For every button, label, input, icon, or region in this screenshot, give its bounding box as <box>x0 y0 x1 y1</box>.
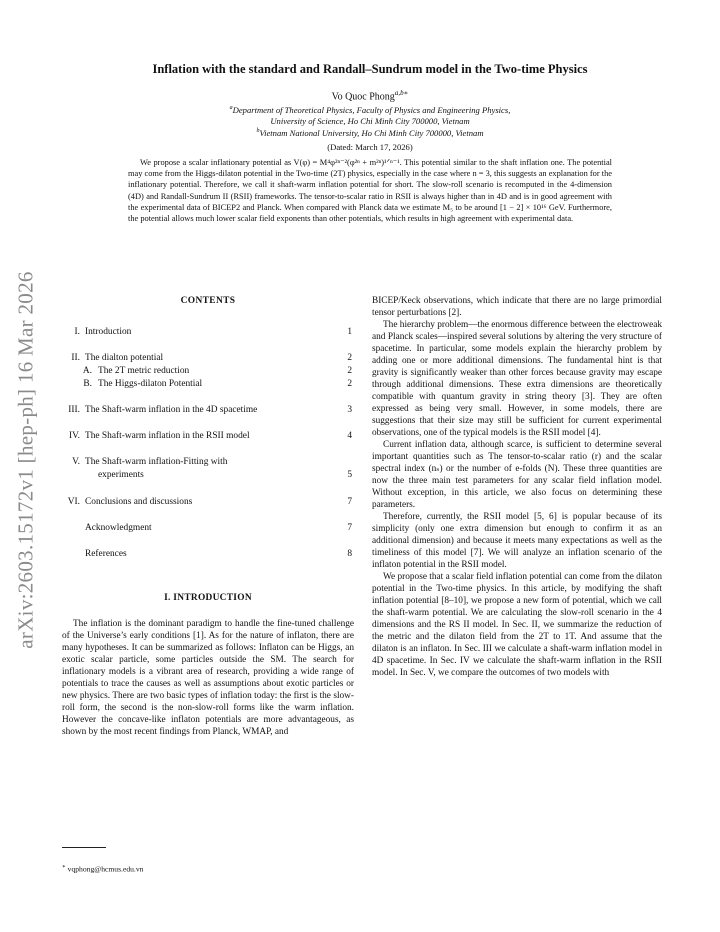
left-column-body <box>62 618 354 738</box>
paragraph: The inflation is the dominant paradigm to handle the fine-tuned challenge of the Universe’s early conditions [1]. As for the nature of inflaton, there are many hypotheses. It can be summarized as follows: Inflaton can be Higgs, an exotic scalar particle, some particles outside the SM. The search for inflationary models is a vibrant area of research, providing a wide range of potentials to trace the causes as well as assumptions about exotic particles or new physics. There are two basic types of inflation today: the first is the slow-roll form, the second is the non-slow-roll forms like the warm inflation. However the concave-like inflaton potentials are more advantageous, as shown by the most recent findings from Planck, WMAP, and <box>62 619 354 737</box>
affiliation-b <box>60 126 680 139</box>
author-line <box>60 89 680 102</box>
affiliation-mark: a <box>229 105 233 111</box>
affiliation-text: Department of Theoretical Physics, Faculty of Physics and Engineering Physics, <box>232 104 511 115</box>
affiliation-a <box>60 103 680 127</box>
dated-line: (Dated: March 17, 2026) <box>327 142 413 152</box>
contents-title: CONTENTS <box>180 296 236 306</box>
toc-entry-introduction[interactable]: I. Introduction 1 <box>74 327 352 337</box>
paper-title: Inflation with the standard and Randall–Sundrum model in the Two-time Physics <box>152 62 588 76</box>
section-heading-introduction: I. INTRODUCTION <box>164 593 252 603</box>
paragraph: Therefore, currently, the RSII model [5, 6] is popular because of its simplicity (only one extra dimension but enough to confirm it as an additional dimension) and because it meets many expectations as well as the timeliness of this model [7]. We will analyze an inflation scenario of the inflaton potential in the RSII model. <box>372 512 662 570</box>
toc-entry-fitting-cont[interactable]: experiments 5 <box>98 470 352 480</box>
toc-entry-2t-metric[interactable]: A. The 2T metric reduction 2 <box>82 366 352 376</box>
toc-entry-acknowledgment[interactable]: Acknowledgment 7 <box>85 523 352 533</box>
arxiv-side-identifier: arXiv:2603.15172v1 [hep-ph] 16 Mar 2026 <box>13 271 38 649</box>
footnote-mark: ∗ <box>62 864 66 870</box>
footnote-rule <box>62 847 106 848</box>
toc-entry-dilaton-potential[interactable]: II. The dialton potential 2 <box>71 353 352 363</box>
right-column-body <box>372 295 662 679</box>
toc-entry-references[interactable]: References 8 <box>85 549 352 559</box>
toc-entry-higgs-dilaton[interactable]: B. The Higgs-dilaton Potential 2 <box>83 379 352 389</box>
toc-entry-4d[interactable]: III. The Shaft-warm inflation in the 4D spacetime 3 <box>68 405 352 415</box>
paragraph: BICEP/Keck observations, which indicate that there are no large primordial tensor perturbations [2]. <box>372 296 662 318</box>
affiliation-mark: b <box>256 128 260 134</box>
footnote <box>62 864 143 874</box>
affiliation-text: University of Science, Ho Chi Minh City 700000, Vietnam <box>270 115 470 126</box>
author-marks: a,b∗ <box>394 89 409 97</box>
author-name: Vo Quoc Phong <box>331 91 395 103</box>
toc-entry-rsii[interactable]: IV. The Shaft-warm inflation in the RSII model 4 <box>68 431 352 441</box>
footnote-email[interactable]: vqphong@hcmus.edu.vn <box>67 864 144 874</box>
affiliation-text: Vietnam National University, Ho Chi Minh City 700000, Vietnam <box>259 127 484 138</box>
paragraph: Current inflation data, although scarce, is sufficient to determine several important quantities such as The tensor-to-scalar ratio (r) and the scalar spectral index (nₛ) or the number of e-folds (N). These three quantities are now the three main test parameters for any scalar field inflation model. Without exception, in this article, we also focus on determining these parameters. <box>372 440 662 510</box>
abstract: We propose a scalar inflationary potential as V(φ) = M⁴φ²ⁿ⁻²(φ²ⁿ + m²ⁿ)¹ᐟⁿ⁻¹. This potential similar to the shaft inflation one. The potential may come from the Higgs-dilaton potential in the Two-time (2T) physics, especially in the case where n = 3, this suggests an explanation for the inflationary potential. Therefore, we call it shaft-warm inflation potential for short. The slow-roll scenario is recomputed in the 4-dimension (4D) and Randall-Sundrum II (RSII) frameworks. The tensor-to-scalar ratio in RSII is always higher than in 4D and is in good agreement with the experimental data of BICEP2 and Planck. When compared with Planck data we estimate M₅ to be around [1 − 2] × 10¹⁶ GeV. Furthermore, the potential allows much lower scalar field exponents than other potentials, which results in high agreement with experimental data. <box>128 158 612 224</box>
toc-entry-conclusions[interactable]: VI. Conclusions and discussions 7 <box>67 497 352 507</box>
paragraph: The hierarchy problem—the enormous difference between the electroweak and Planck scales—inspired several solutions by altering the very structure of spacetime. In particular, some models explain the hierarchy problem by adding one or more additional dimensions. The fundamental hint is that gravity is significantly weaker than other forces because gravity may escape through additional dimensions. These extra dimensions are theoretically compatible with quantum gravity in string theory [3]. They are often expressed as being very small. However, in some models, there are suggestions that their size may still be sufficient for current experimental observations, one of the typical models is the RSII model [4]. <box>372 320 662 438</box>
paragraph: We propose that a scalar field inflation potential can come from the dilaton potential in the Two-time physics. In this article, by modifying the shaft inflation potential [8–10], we propose a new form of potential, which we call the shaft-warm potential. We are calculating the slow-roll scenario in the 4 dimensions and the RS II model. In Sec. II, we summarize the reduction of the metric and the dilaton field from the 2T to 1T. And assume that the dilaton is an inflaton. In Sec. III we calculate a shaft-warm inflation model in 4D spacetime. In Sec. IV we calculate the shaft-warm inflation in the RSII model. In Sec. V, we compare the outcomes of two models with <box>372 572 662 678</box>
toc-entry-fitting[interactable]: V. The Shaft-warm inflation-Fitting with <box>72 457 228 467</box>
